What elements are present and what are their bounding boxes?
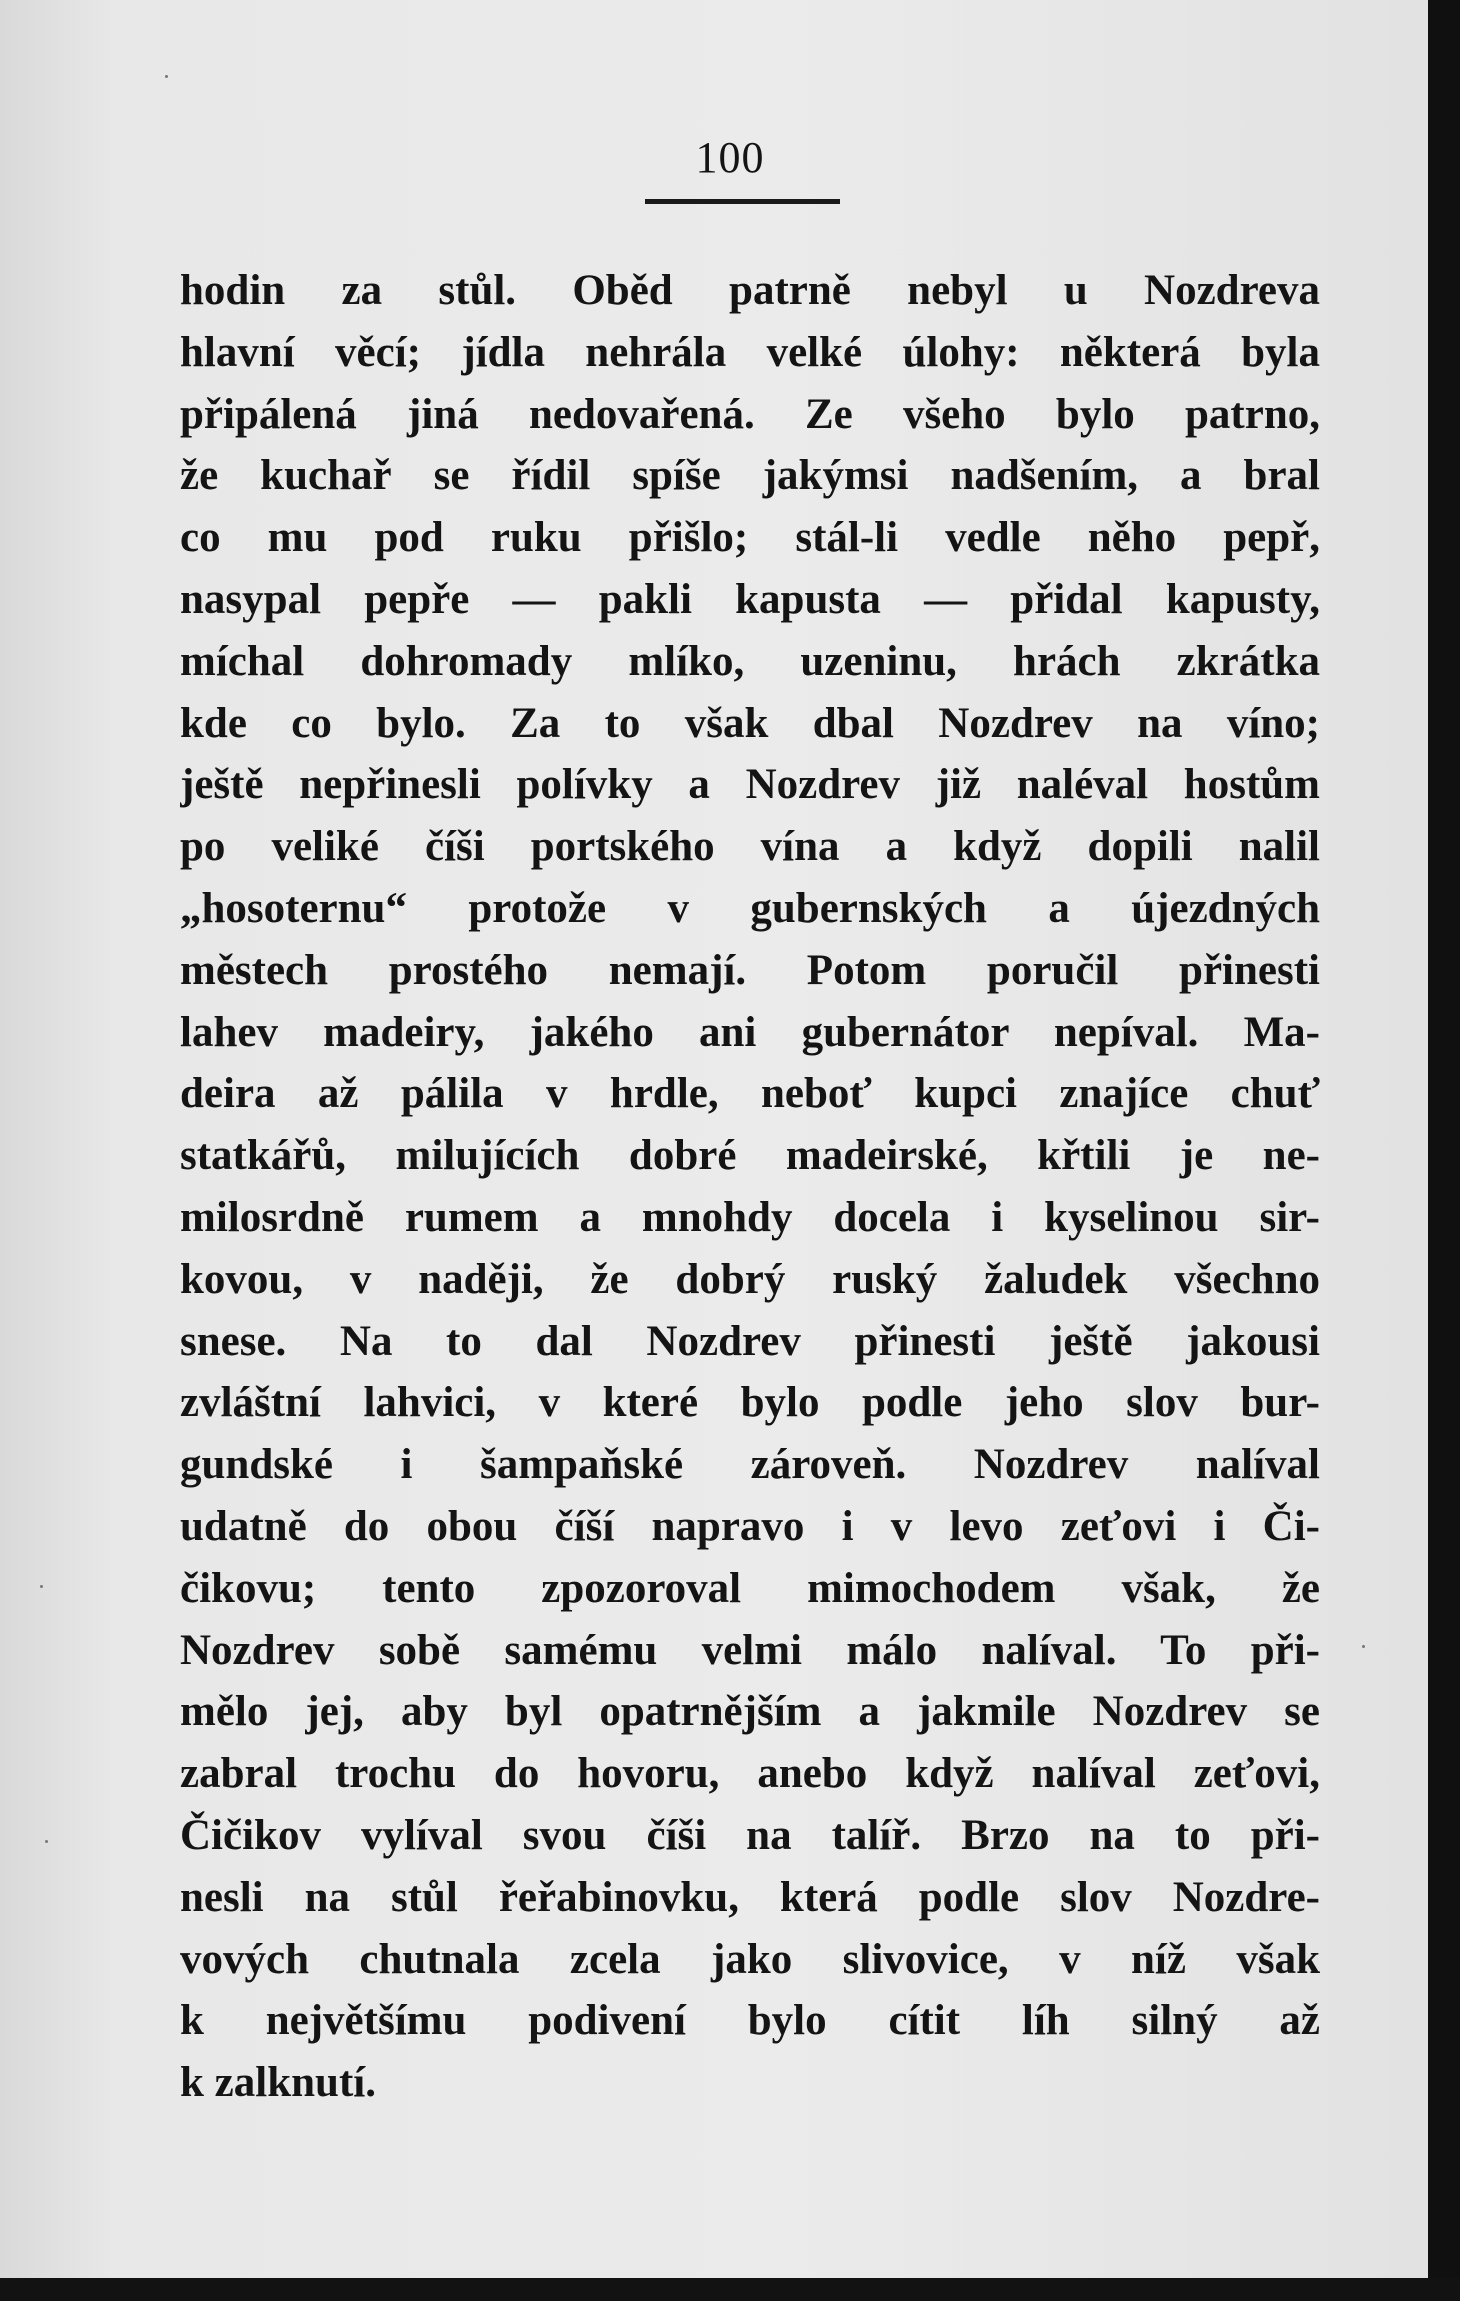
text-line: připálená jiná nedovařená. Ze všeho bylo patrno, [180, 390, 1320, 438]
text-line: hlavní věcí; jídla nehrála velké úlohy: některá byla [180, 328, 1320, 376]
text-line: milosrdně rumem a mnohdy docela i kyselinou sir- [180, 1193, 1320, 1241]
text-line: nasypal pepře — pakli kapusta — přidal kapusty, [180, 575, 1320, 623]
paper-speck [165, 75, 168, 78]
text-line: k největšímu podivení bylo cítit líh silný až [180, 1997, 1320, 2045]
text-line: vových chutnala zcela jako slivovice, v níž však [180, 1935, 1320, 1983]
text-line: lahev madeiry, jakého ani gubernátor nepíval. Ma- [180, 1008, 1320, 1056]
paper-speck [1362, 1645, 1365, 1648]
text-line: kde co bylo. Za to však dbal Nozdrev na víno; [180, 699, 1320, 747]
text-line: zvláštní lahvici, v které bylo podle jeho slov bur- [180, 1379, 1320, 1427]
text-line: k zalknutí. [180, 2059, 376, 2107]
body-text [180, 260, 1320, 2114]
text-line: po veliké číši portského vína a když dopili nalil [180, 823, 1320, 871]
text-line: čikovu; tento zpozoroval mimochodem však, že [180, 1564, 1320, 1612]
header-rule [645, 199, 840, 204]
scan-edge-bottom [0, 2278, 1460, 2301]
text-line: že kuchař se řídil spíše jakýmsi nadšením, a bral [180, 452, 1320, 500]
text-line: zabral trochu do hovoru, anebo když nalíval zeťovi, [180, 1750, 1320, 1798]
text-line: udatně do obou číší napravo i v levo zeťovi i Či- [180, 1502, 1320, 1550]
text-line: „hosoternu“ protože v gubernských a újezdných [180, 884, 1320, 932]
page-number: 100 [695, 133, 765, 182]
scan-edge-right [1428, 0, 1460, 2301]
text-line: ještě nepřinesli polívky a Nozdrev již naléval hostům [180, 761, 1320, 809]
text-line: Nozdrev sobě samému velmi málo nalíval. To při- [180, 1626, 1320, 1674]
text-line: míchal dohromady mlíko, uzeninu, hrách zkrátka [180, 637, 1320, 685]
text-line: statkářů, milujících dobré madeirské, křtili je ne- [180, 1132, 1320, 1180]
paper-speck [45, 1840, 48, 1843]
text-line: kovou, v naději, že dobrý ruský žaludek všechno [180, 1255, 1320, 1303]
paper-speck [40, 1585, 43, 1588]
text-line: hodin za stůl. Oběd patrně nebyl u Nozdreva [180, 267, 1320, 314]
text-line: městech prostého nemají. Potom poručil přinesti [180, 946, 1320, 994]
text-line: Čičikov vylíval svou číši na talíř. Brzo na to při- [180, 1811, 1320, 1859]
text-line: co mu pod ruku přišlo; stál-li vedle něho pepř, [180, 514, 1320, 562]
text-line: mělo jej, aby byl opatrnějším a jakmile Nozdrev se [180, 1688, 1320, 1736]
text-line: nesli na stůl řeřabinovku, která podle slov Nozdre- [180, 1873, 1320, 1921]
text-line: snese. Na to dal Nozdrev přinesti ještě jakousi [180, 1317, 1320, 1365]
text-line: deira až pálila v hrdle, neboť kupci znajíce chuť [180, 1070, 1320, 1118]
text-line: gundské i šampaňské zároveň. Nozdrev nalíval [180, 1441, 1320, 1489]
